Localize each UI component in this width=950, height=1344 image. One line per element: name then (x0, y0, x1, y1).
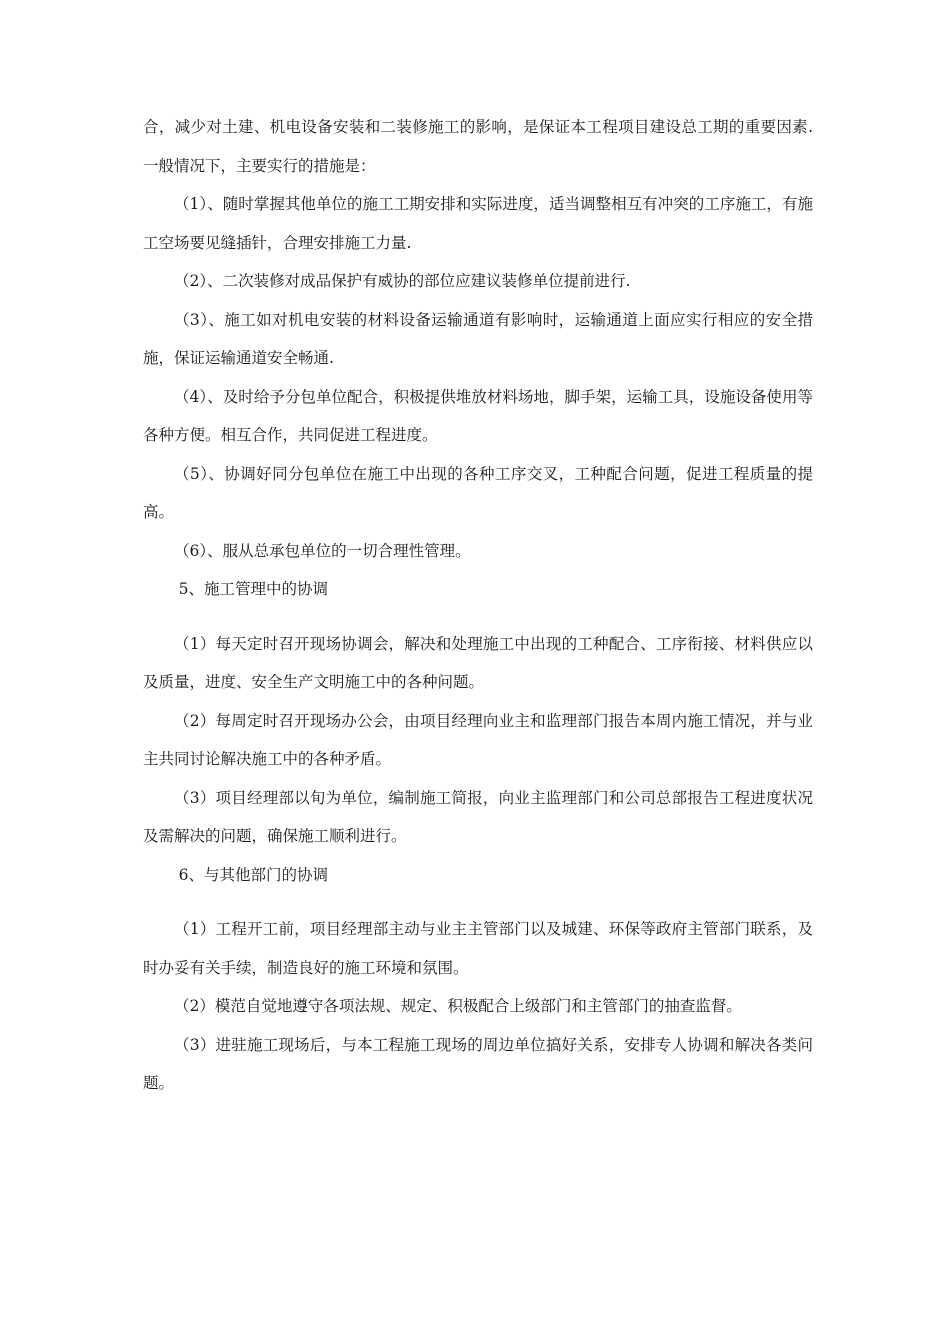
measure-4: （4）、及时给予分包单位配合，积极提供堆放材料场地，脚手架，运输工具，设施设备使用等各种方便。相互合作，共同促进工程进度。 (143, 387, 813, 444)
measure-3: （3）、施工如对机电安装的材料设备运输通道有影响时，运输通道上面应实行相应的安全措施，保证运输通道安全畅通. (143, 310, 813, 367)
section-6-item-3: （3）进驻施工现场后，与本工程施工现场的周边单位搞好关系，安排专人协调和解决各类问题。 (143, 1035, 813, 1092)
section-5-item-3: （3）项目经理部以旬为单位，编制施工简报，向业主监理部门和公司总部报告工程进度状况及需解决的问题，确保施工顺利进行。 (143, 788, 813, 845)
intro-paragraph: 合，减少对土建、机电设备安装和二装修施工的影响，是保证本工程项目建设总工期的重要因素. 一般情况下，主要实行的措施是： (143, 118, 813, 175)
section-6-item-1: （1）工程开工前，项目经理部主动与业主主管部门以及城建、环保等政府主管部门联系，及时办妥有关手续，制造良好的施工环境和氛围。 (143, 920, 813, 977)
section-6-item-2: （2）模范自觉地遵守各项法规、规定、积极配合上级部门和主管部门的抽查监督。 (174, 997, 742, 1015)
measure-1: （1）、随时掌握其他单位的施工工期安排和实际进度，适当调整相互有冲突的工序施工，有施工空场要见缝插针，合理安排施工力量. (143, 195, 813, 252)
section-5-item-1: （1）每天定时召开现场协调会，解决和处理施工中出现的工种配合、工序衔接、材料供应以及质量，进度、安全生产文明施工中的各种问题。 (143, 634, 813, 691)
section-spacer (143, 894, 813, 910)
section-6-heading: 6、与其他部门的协调 (178, 865, 329, 884)
section-5-heading: 5、施工管理中的协调 (178, 580, 329, 598)
document-page (143, 108, 813, 1103)
measure-5: （5）、协调好同分包单位在施工中出现的各种工序交叉，工种配合问题，促进工程质量的提高。 (143, 464, 813, 521)
measure-2: （2）、二次装修对成品保护有威协的部位应建议装修单位提前进行. (174, 272, 631, 290)
section-5-item-2: （2）每周定时召开现场办公会，由项目经理向业主和监理部门报告本周内施工情况，并与业主共同讨论解决施工中的各种矛盾。 (143, 711, 813, 768)
measure-6: （6）、服从总承包单位的一切合理性管理。 (174, 541, 471, 560)
section-spacer (143, 609, 813, 625)
